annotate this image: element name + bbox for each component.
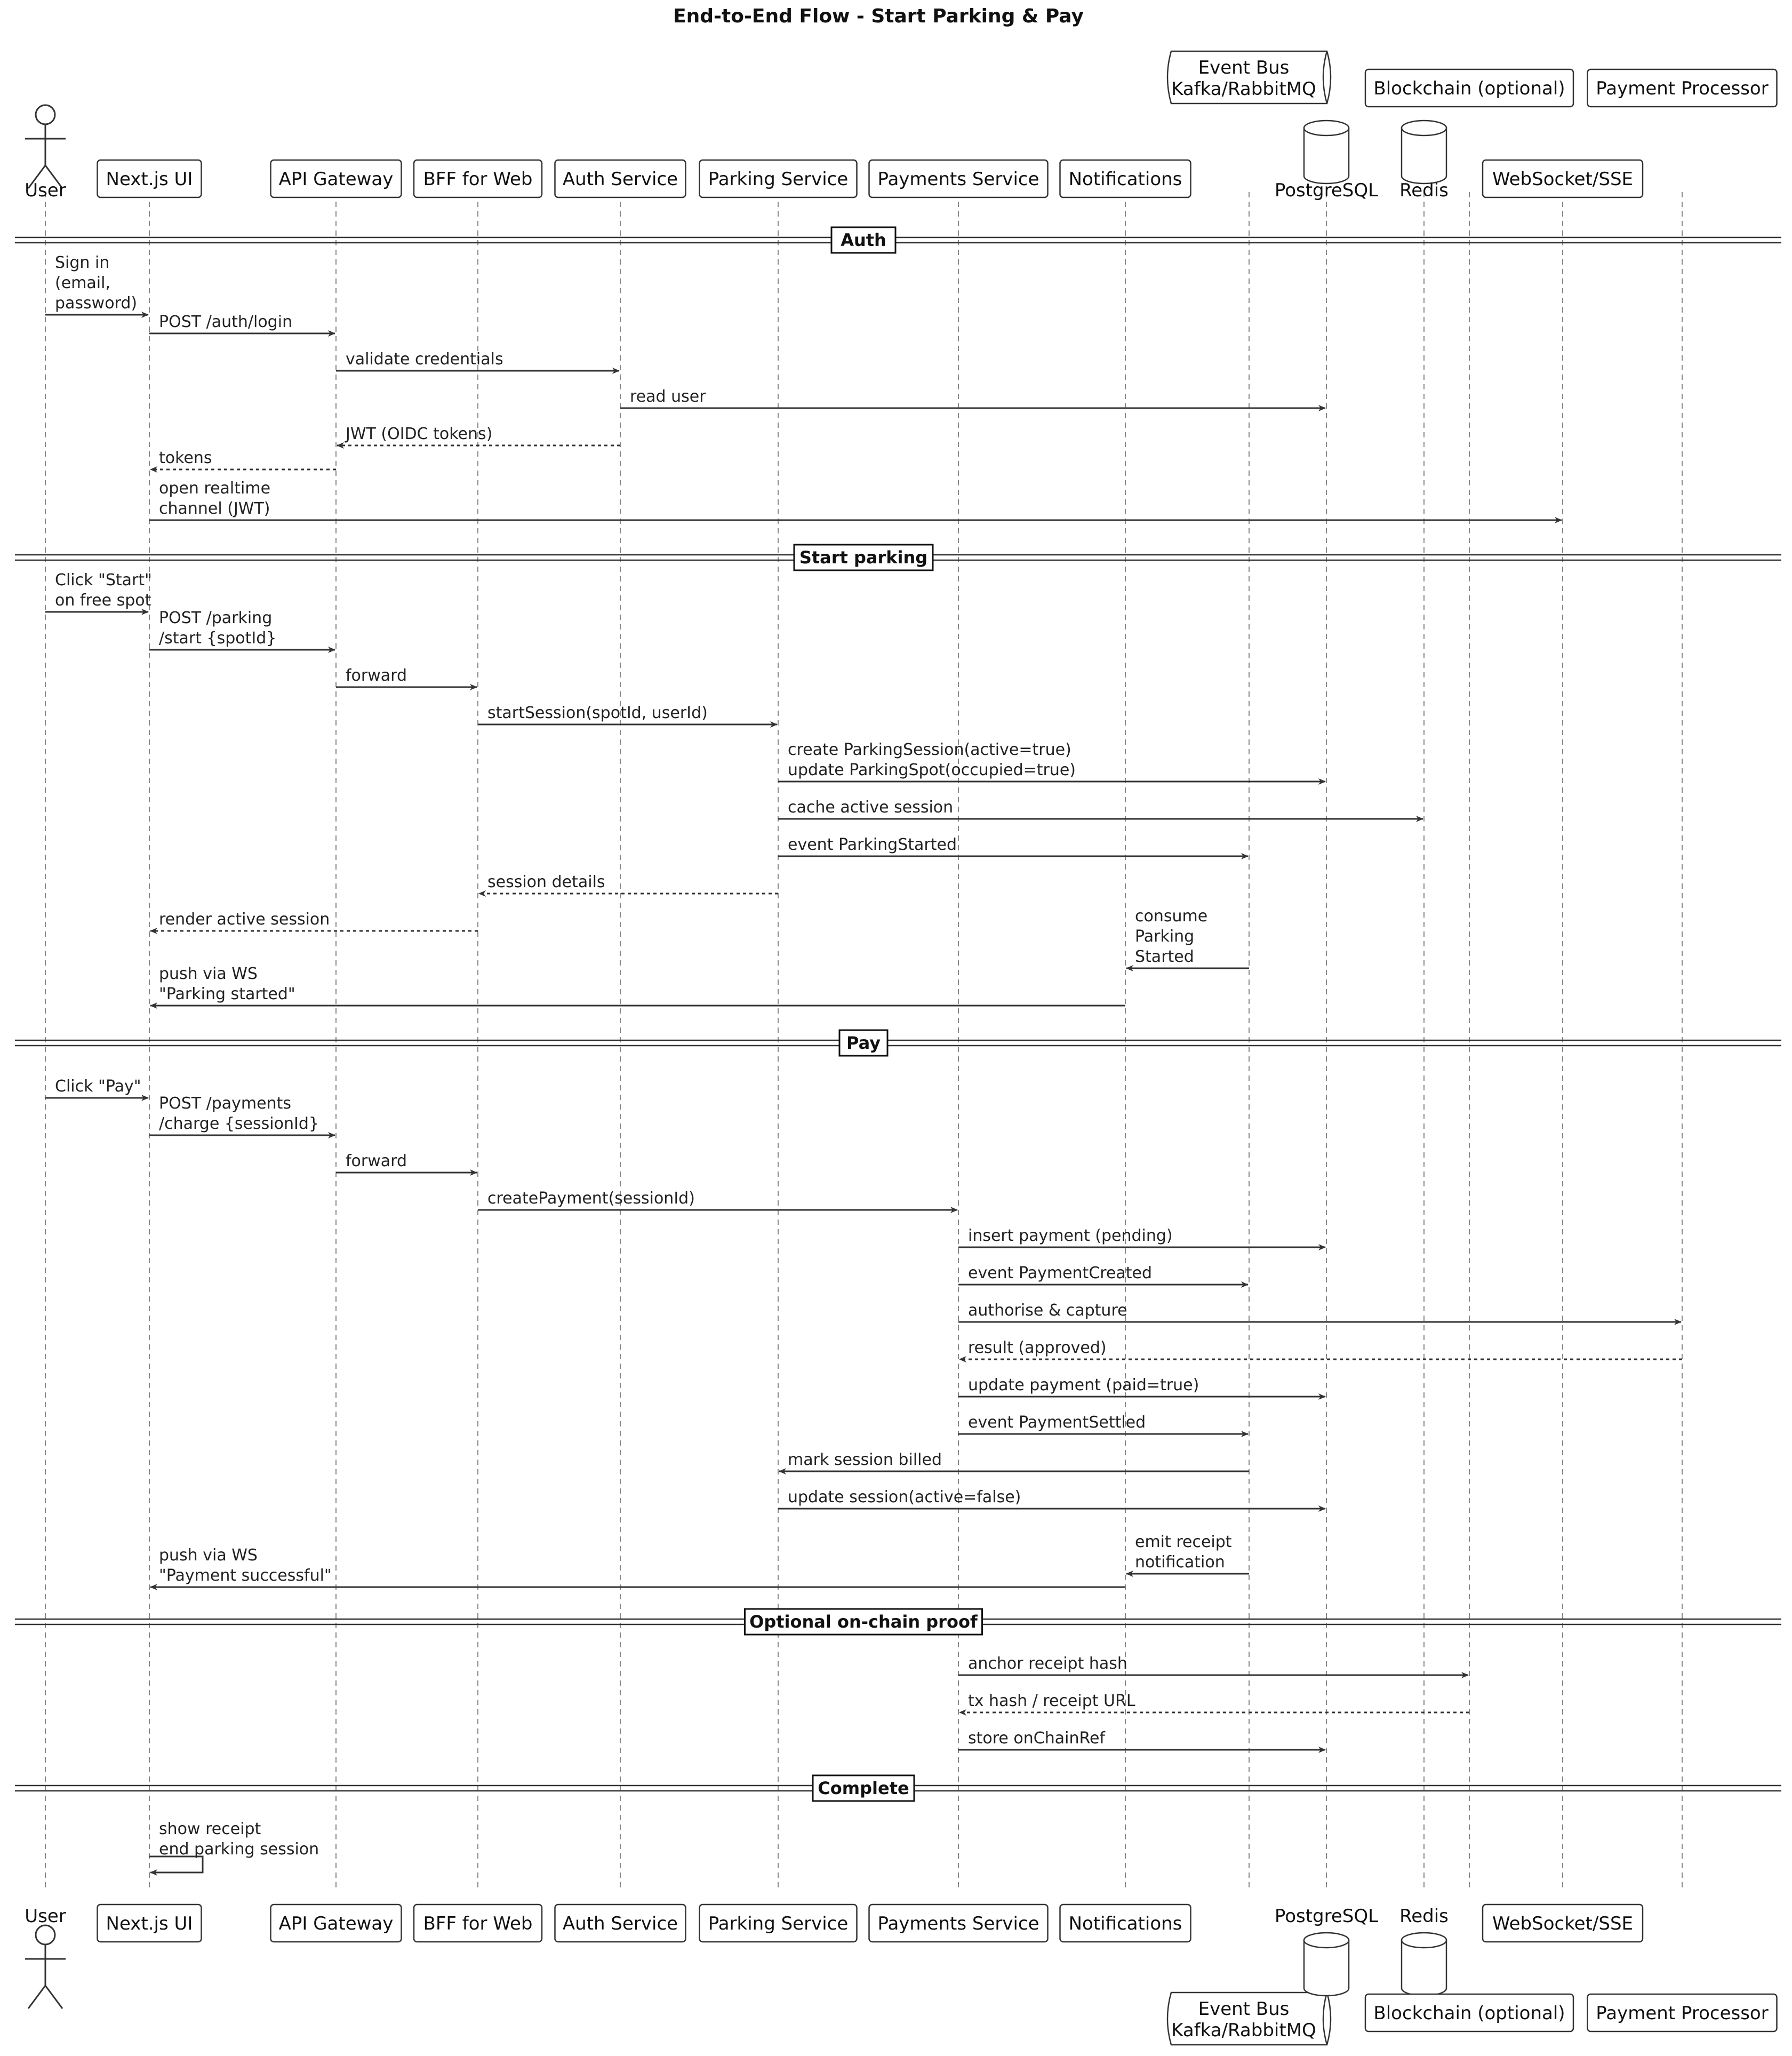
participant-pg-bottom bbox=[1275, 1906, 1378, 1996]
message-label: read user bbox=[630, 387, 706, 406]
message-label: cache active session bbox=[788, 798, 954, 817]
message bbox=[478, 1189, 957, 1210]
participant-label: BFF for Web bbox=[423, 169, 533, 190]
participant-label: Auth Service bbox=[562, 169, 678, 190]
participant-proc-bottom bbox=[1588, 1994, 1777, 2031]
diagram-title: End-to-End Flow - Start Parking & Pay bbox=[673, 5, 1084, 27]
message bbox=[778, 740, 1325, 782]
participant-label: Notifications bbox=[1068, 169, 1182, 190]
message-label: render active session bbox=[159, 910, 330, 929]
message-label: POST /parking /start {spotId} bbox=[159, 609, 277, 648]
message bbox=[620, 387, 1325, 408]
message-label: POST /auth/login bbox=[159, 313, 293, 331]
participant-park-bottom bbox=[700, 1904, 857, 1942]
database-icon bbox=[1304, 1933, 1349, 1996]
section-divider bbox=[15, 545, 1781, 570]
participant-label: Notifications bbox=[1068, 1913, 1182, 1934]
participant-label: Payments Service bbox=[877, 1913, 1039, 1934]
message bbox=[958, 1654, 1468, 1675]
section-label: Auth bbox=[841, 230, 886, 250]
participant-label: User bbox=[25, 1906, 66, 1927]
message bbox=[336, 350, 619, 371]
participant-ws-bottom bbox=[1483, 1904, 1643, 1942]
message-label: Click "Start" on free spot bbox=[55, 571, 152, 610]
participant-proc bbox=[1588, 69, 1777, 107]
message bbox=[958, 1376, 1325, 1397]
message bbox=[478, 704, 777, 724]
message-label: Sign in (email, password) bbox=[55, 253, 138, 313]
message bbox=[150, 965, 1125, 1006]
participant-ws bbox=[1483, 160, 1643, 197]
participant-label: BFF for Web bbox=[423, 1913, 533, 1934]
participant-redis bbox=[1399, 121, 1449, 201]
message bbox=[337, 425, 620, 445]
message bbox=[479, 873, 778, 894]
message bbox=[336, 666, 477, 687]
message bbox=[1126, 1533, 1249, 1574]
participant-label: PostgreSQL bbox=[1274, 1906, 1379, 1927]
section-label: Pay bbox=[846, 1033, 881, 1053]
participant-label: Next.js UI bbox=[106, 1913, 193, 1934]
section-divider bbox=[15, 1030, 1781, 1056]
participant-notif-bottom bbox=[1060, 1904, 1191, 1942]
database-icon bbox=[1304, 121, 1349, 184]
message-label: result (approved) bbox=[968, 1338, 1107, 1357]
message-label: mark session billed bbox=[788, 1451, 942, 1469]
participant-label: Event Bus Kafka/RabbitMQ bbox=[1171, 1998, 1316, 2041]
message-label: consume Parking Started bbox=[1135, 907, 1208, 966]
participant-label: WebSocket/SSE bbox=[1492, 169, 1634, 190]
message bbox=[149, 313, 335, 333]
participant-gw-bottom bbox=[271, 1904, 402, 1942]
message bbox=[959, 1692, 1469, 1712]
message bbox=[958, 1729, 1325, 1750]
message-label: session details bbox=[487, 873, 605, 891]
message-label: event PaymentCreated bbox=[968, 1264, 1153, 1282]
message-label: tx hash / receipt URL bbox=[968, 1692, 1135, 1710]
participant-bus-bottom bbox=[1167, 1993, 1331, 2045]
message-label: update payment (paid=true) bbox=[968, 1376, 1199, 1394]
message bbox=[150, 1546, 1125, 1587]
message-label: event ParkingStarted bbox=[788, 835, 957, 854]
message-label: createPayment(sessionId) bbox=[487, 1189, 695, 1208]
message-label: create ParkingSession(active=true) update ParkingSpot(occupied=true) bbox=[788, 740, 1076, 779]
message bbox=[150, 449, 336, 469]
participant-bus bbox=[1167, 51, 1331, 103]
message-label: validate credentials bbox=[346, 350, 503, 369]
message-label: JWT (OIDC tokens) bbox=[346, 425, 493, 443]
message-label: startSession(spotId, userId) bbox=[487, 704, 708, 722]
database-icon bbox=[1402, 1933, 1446, 1996]
participant-pay-bottom bbox=[869, 1904, 1048, 1942]
database-icon bbox=[1402, 121, 1446, 184]
message bbox=[336, 1152, 477, 1173]
message-label: Click "Pay" bbox=[55, 1077, 141, 1096]
participant-label: Redis bbox=[1399, 1906, 1449, 1927]
message bbox=[958, 1264, 1248, 1285]
message bbox=[778, 1488, 1325, 1509]
participant-pg bbox=[1275, 121, 1378, 201]
message-label: event PaymentSettled bbox=[968, 1413, 1146, 1432]
message-label: emit receipt notification bbox=[1135, 1533, 1232, 1572]
message bbox=[149, 1094, 335, 1135]
participant-label: Auth Service bbox=[562, 1913, 678, 1934]
participant-label: WebSocket/SSE bbox=[1492, 1913, 1634, 1934]
participant-ui-bottom bbox=[98, 1904, 202, 1942]
participant-label: Payment Processor bbox=[1596, 78, 1769, 99]
participant-user-bottom bbox=[25, 1906, 66, 2009]
participant-auth-bottom bbox=[555, 1904, 686, 1942]
message bbox=[45, 253, 148, 315]
message-label: tokens bbox=[159, 449, 212, 467]
participant-user bbox=[25, 105, 66, 201]
message-label: show receipt end parking session bbox=[159, 1820, 319, 1859]
message-label: push via WS "Payment successful" bbox=[159, 1546, 332, 1585]
participant-label: Payments Service bbox=[877, 169, 1039, 190]
section-label: Optional on-chain proof bbox=[749, 1612, 978, 1632]
message-label: anchor receipt hash bbox=[968, 1654, 1127, 1673]
participant-label: API Gateway bbox=[278, 169, 394, 190]
participant-redis-bottom bbox=[1399, 1906, 1449, 1996]
participant-label: PostgreSQL bbox=[1274, 180, 1379, 201]
message-label: POST /payments /charge {sessionId} bbox=[159, 1094, 319, 1133]
section-label: Start parking bbox=[799, 547, 928, 568]
message bbox=[778, 835, 1248, 856]
section-divider bbox=[15, 1609, 1781, 1635]
section-divider bbox=[15, 227, 1781, 253]
message bbox=[779, 1451, 1249, 1471]
message bbox=[45, 571, 152, 612]
participant-label: Blockchain (optional) bbox=[1373, 2003, 1565, 2024]
message-label: insert payment (pending) bbox=[968, 1226, 1173, 1245]
participant-pay bbox=[869, 160, 1048, 197]
participant-notif bbox=[1060, 160, 1191, 197]
message-label: forward bbox=[346, 1152, 407, 1170]
message bbox=[959, 1338, 1682, 1359]
participant-label: Blockchain (optional) bbox=[1373, 78, 1565, 99]
participant-ui bbox=[98, 160, 202, 197]
message-label: update session(active=false) bbox=[788, 1488, 1021, 1507]
participant-label: User bbox=[25, 180, 66, 201]
participant-chain-bottom bbox=[1365, 1994, 1573, 2031]
message bbox=[149, 479, 1562, 520]
message-label: forward bbox=[346, 666, 407, 685]
participant-label: Parking Service bbox=[708, 1913, 849, 1934]
message bbox=[149, 1820, 319, 1872]
message-label: open realtime channel (JWT) bbox=[159, 479, 271, 518]
participant-label: Redis bbox=[1399, 180, 1449, 201]
message-label: push via WS "Parking started" bbox=[159, 965, 295, 1003]
participant-auth bbox=[555, 160, 686, 197]
participant-label: Next.js UI bbox=[106, 169, 193, 190]
message-label: store onChainRef bbox=[968, 1729, 1105, 1748]
participant-label: Event Bus Kafka/RabbitMQ bbox=[1171, 57, 1316, 100]
actor-icon bbox=[25, 1925, 66, 2009]
message bbox=[958, 1301, 1681, 1322]
actor-icon bbox=[25, 105, 66, 188]
message bbox=[958, 1226, 1325, 1247]
participant-bff-bottom bbox=[414, 1904, 542, 1942]
participant-chain bbox=[1365, 69, 1573, 107]
section-divider bbox=[15, 1775, 1781, 1801]
participant-label: Payment Processor bbox=[1596, 2003, 1769, 2024]
message bbox=[149, 609, 335, 650]
message-label: authorise & capture bbox=[968, 1301, 1127, 1320]
participant-gw bbox=[271, 160, 402, 197]
participant-park bbox=[700, 160, 857, 197]
section-label: Complete bbox=[818, 1778, 909, 1798]
message bbox=[1126, 907, 1249, 968]
message-arrow bbox=[149, 1856, 203, 1872]
message bbox=[150, 910, 478, 931]
participant-label: Parking Service bbox=[708, 169, 849, 190]
participant-bff bbox=[414, 160, 542, 197]
participant-label: API Gateway bbox=[278, 1913, 394, 1934]
message bbox=[45, 1077, 148, 1098]
message bbox=[958, 1413, 1248, 1434]
